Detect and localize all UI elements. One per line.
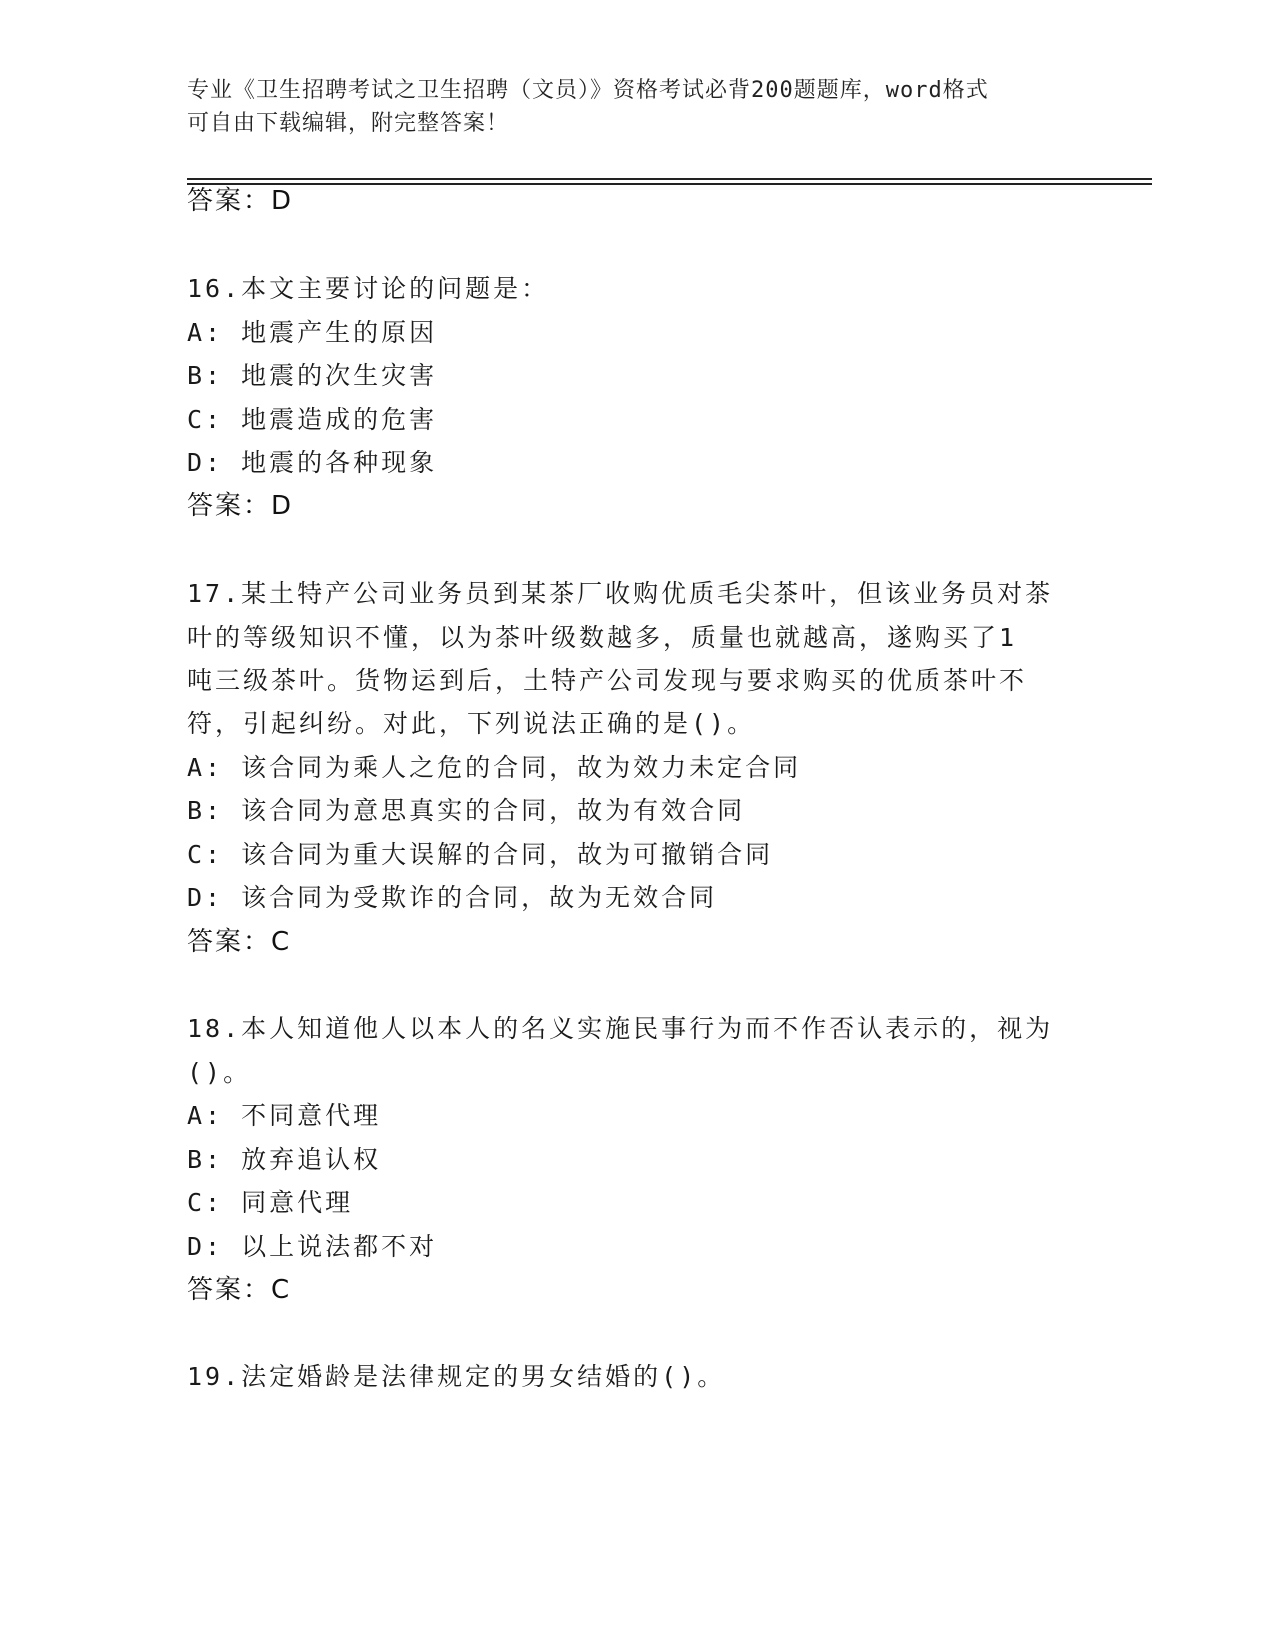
question-17-text-line-2: 叶的等级知识不懂，以为茶叶级数越多，质量也就越高，遂购买了1 xyxy=(187,623,1018,652)
answer-18: 答案：C xyxy=(187,1275,292,1305)
answer-17: 答案：C xyxy=(187,927,292,957)
header-rule-top xyxy=(187,178,1152,180)
question-18-option-c: C: 同意代理 xyxy=(187,1188,354,1217)
question-17-option-c: C: 该合同为重大误解的合同，故为可撤销合同 xyxy=(187,840,774,869)
question-18-option-a: A: 不同意代理 xyxy=(187,1101,382,1130)
question-16-text: 16.本文主要讨论的问题是： xyxy=(187,274,550,303)
question-19-text: 19.法定婚龄是法律规定的男女结婚的()。 xyxy=(187,1362,726,1391)
question-17-text-line-1: 17.某土特产公司业务员到某茶厂收购优质毛尖茶叶，但该业务员对茶 xyxy=(187,579,1054,608)
question-17-option-d: D: 该合同为受欺诈的合同，故为无效合同 xyxy=(187,883,718,912)
question-18-text-line-1: 18.本人知道他人以本人的名义实施民事行为而不作否认表示的，视为 xyxy=(187,1014,1054,1043)
question-16-option-c: C: 地震造成的危害 xyxy=(187,405,438,434)
question-17-text-line-3: 吨三级茶叶。货物运到后，土特产公司发现与要求购买的优质茶叶不 xyxy=(187,666,1028,695)
answer-16: 答案：D xyxy=(187,491,294,521)
question-16-option-a: A: 地震产生的原因 xyxy=(187,318,438,347)
question-18-option-d: D: 以上说法都不对 xyxy=(187,1232,438,1261)
document-header xyxy=(187,74,1067,140)
question-16-option-b: B: 地震的次生灾害 xyxy=(187,361,438,390)
question-18-option-b: B: 放弃追认权 xyxy=(187,1145,382,1174)
question-17-text-line-4: 符，引起纠纷。对此，下列说法正确的是()。 xyxy=(187,709,756,738)
header-line-2: 可自由下载编辑，附完整答案！ xyxy=(187,111,510,136)
answer-15: 答案：D xyxy=(187,186,294,216)
header-rule-bottom xyxy=(187,183,1152,185)
question-16-option-d: D: 地震的各种现象 xyxy=(187,448,438,477)
question-18-text-line-2: ()。 xyxy=(187,1058,252,1087)
question-17-option-a: A: 该合同为乘人之危的合同，故为效力未定合同 xyxy=(187,753,802,782)
header-line-1: 专业《卫生招聘考试之卫生招聘（文员）》资格考试必背200题题库，word格式 xyxy=(187,78,989,103)
question-17-option-b: B: 该合同为意思真实的合同，故为有效合同 xyxy=(187,796,746,825)
